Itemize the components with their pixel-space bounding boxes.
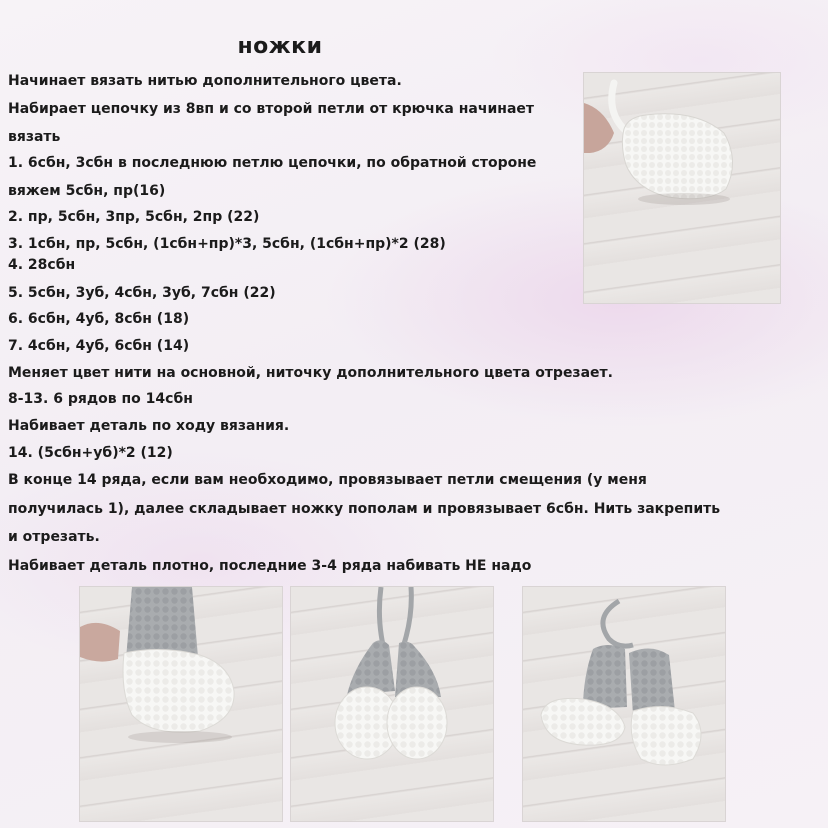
instruction-line: В конце 14 ряда, если вам необходимо, провязывает петли смещения (у меня [8,472,647,488]
instruction-line: Начинает вязать нитью дополнительного цвета. [8,73,402,89]
instruction-line: 4. 28сбн [8,257,76,273]
photo-legs-pair-hanging [290,586,494,822]
instruction-line: 8-13. 6 рядов по 14сбн [8,391,193,407]
instruction-line: вязать [8,129,61,145]
instruction-line: получилась 1), далее складывает ножку пополам и провязывает 6сбн. Нить закрепить [8,501,721,517]
instruction-line: 1. 6сбн, 3сбн в последнюю петлю цепочки, по обратной стороне [8,155,537,171]
instruction-line: Набивает деталь по ходу вязания. [8,418,290,434]
instruction-line: 3. 1сбн, пр, 5сбн, (1сбн+пр)*3, 5сбн, (1сбн+пр)*2 (28) [8,236,446,252]
instruction-line: 6. 6сбн, 4уб, 8сбн (18) [8,311,190,327]
page-title: ножки [237,34,323,59]
photo-leg-side [79,586,283,822]
photo-foot-white [583,72,781,304]
instruction-line: Меняет цвет нити на основной, ниточку дополнительного цвета отрезает. [8,365,613,381]
instruction-line: 14. (5сбн+уб)*2 (12) [8,445,173,461]
photo-legs-pair-standing [522,586,726,822]
instruction-line: Набирает цепочку из 8вп и со второй петли от крючка начинает [8,101,534,117]
instruction-line: вяжем 5сбн, пр(16) [8,183,166,199]
instruction-line: 7. 4сбн, 4уб, 6сбн (14) [8,338,190,354]
instruction-line: Набивает деталь плотно, последние 3-4 ряда набивать НЕ надо [8,558,532,574]
instruction-line: и отрезать. [8,529,100,545]
instruction-line: 5. 5сбн, 3уб, 4сбн, 3уб, 7сбн (22) [8,285,276,301]
instruction-line: 2. пр, 5сбн, 3пр, 5сбн, 2пр (22) [8,209,260,225]
